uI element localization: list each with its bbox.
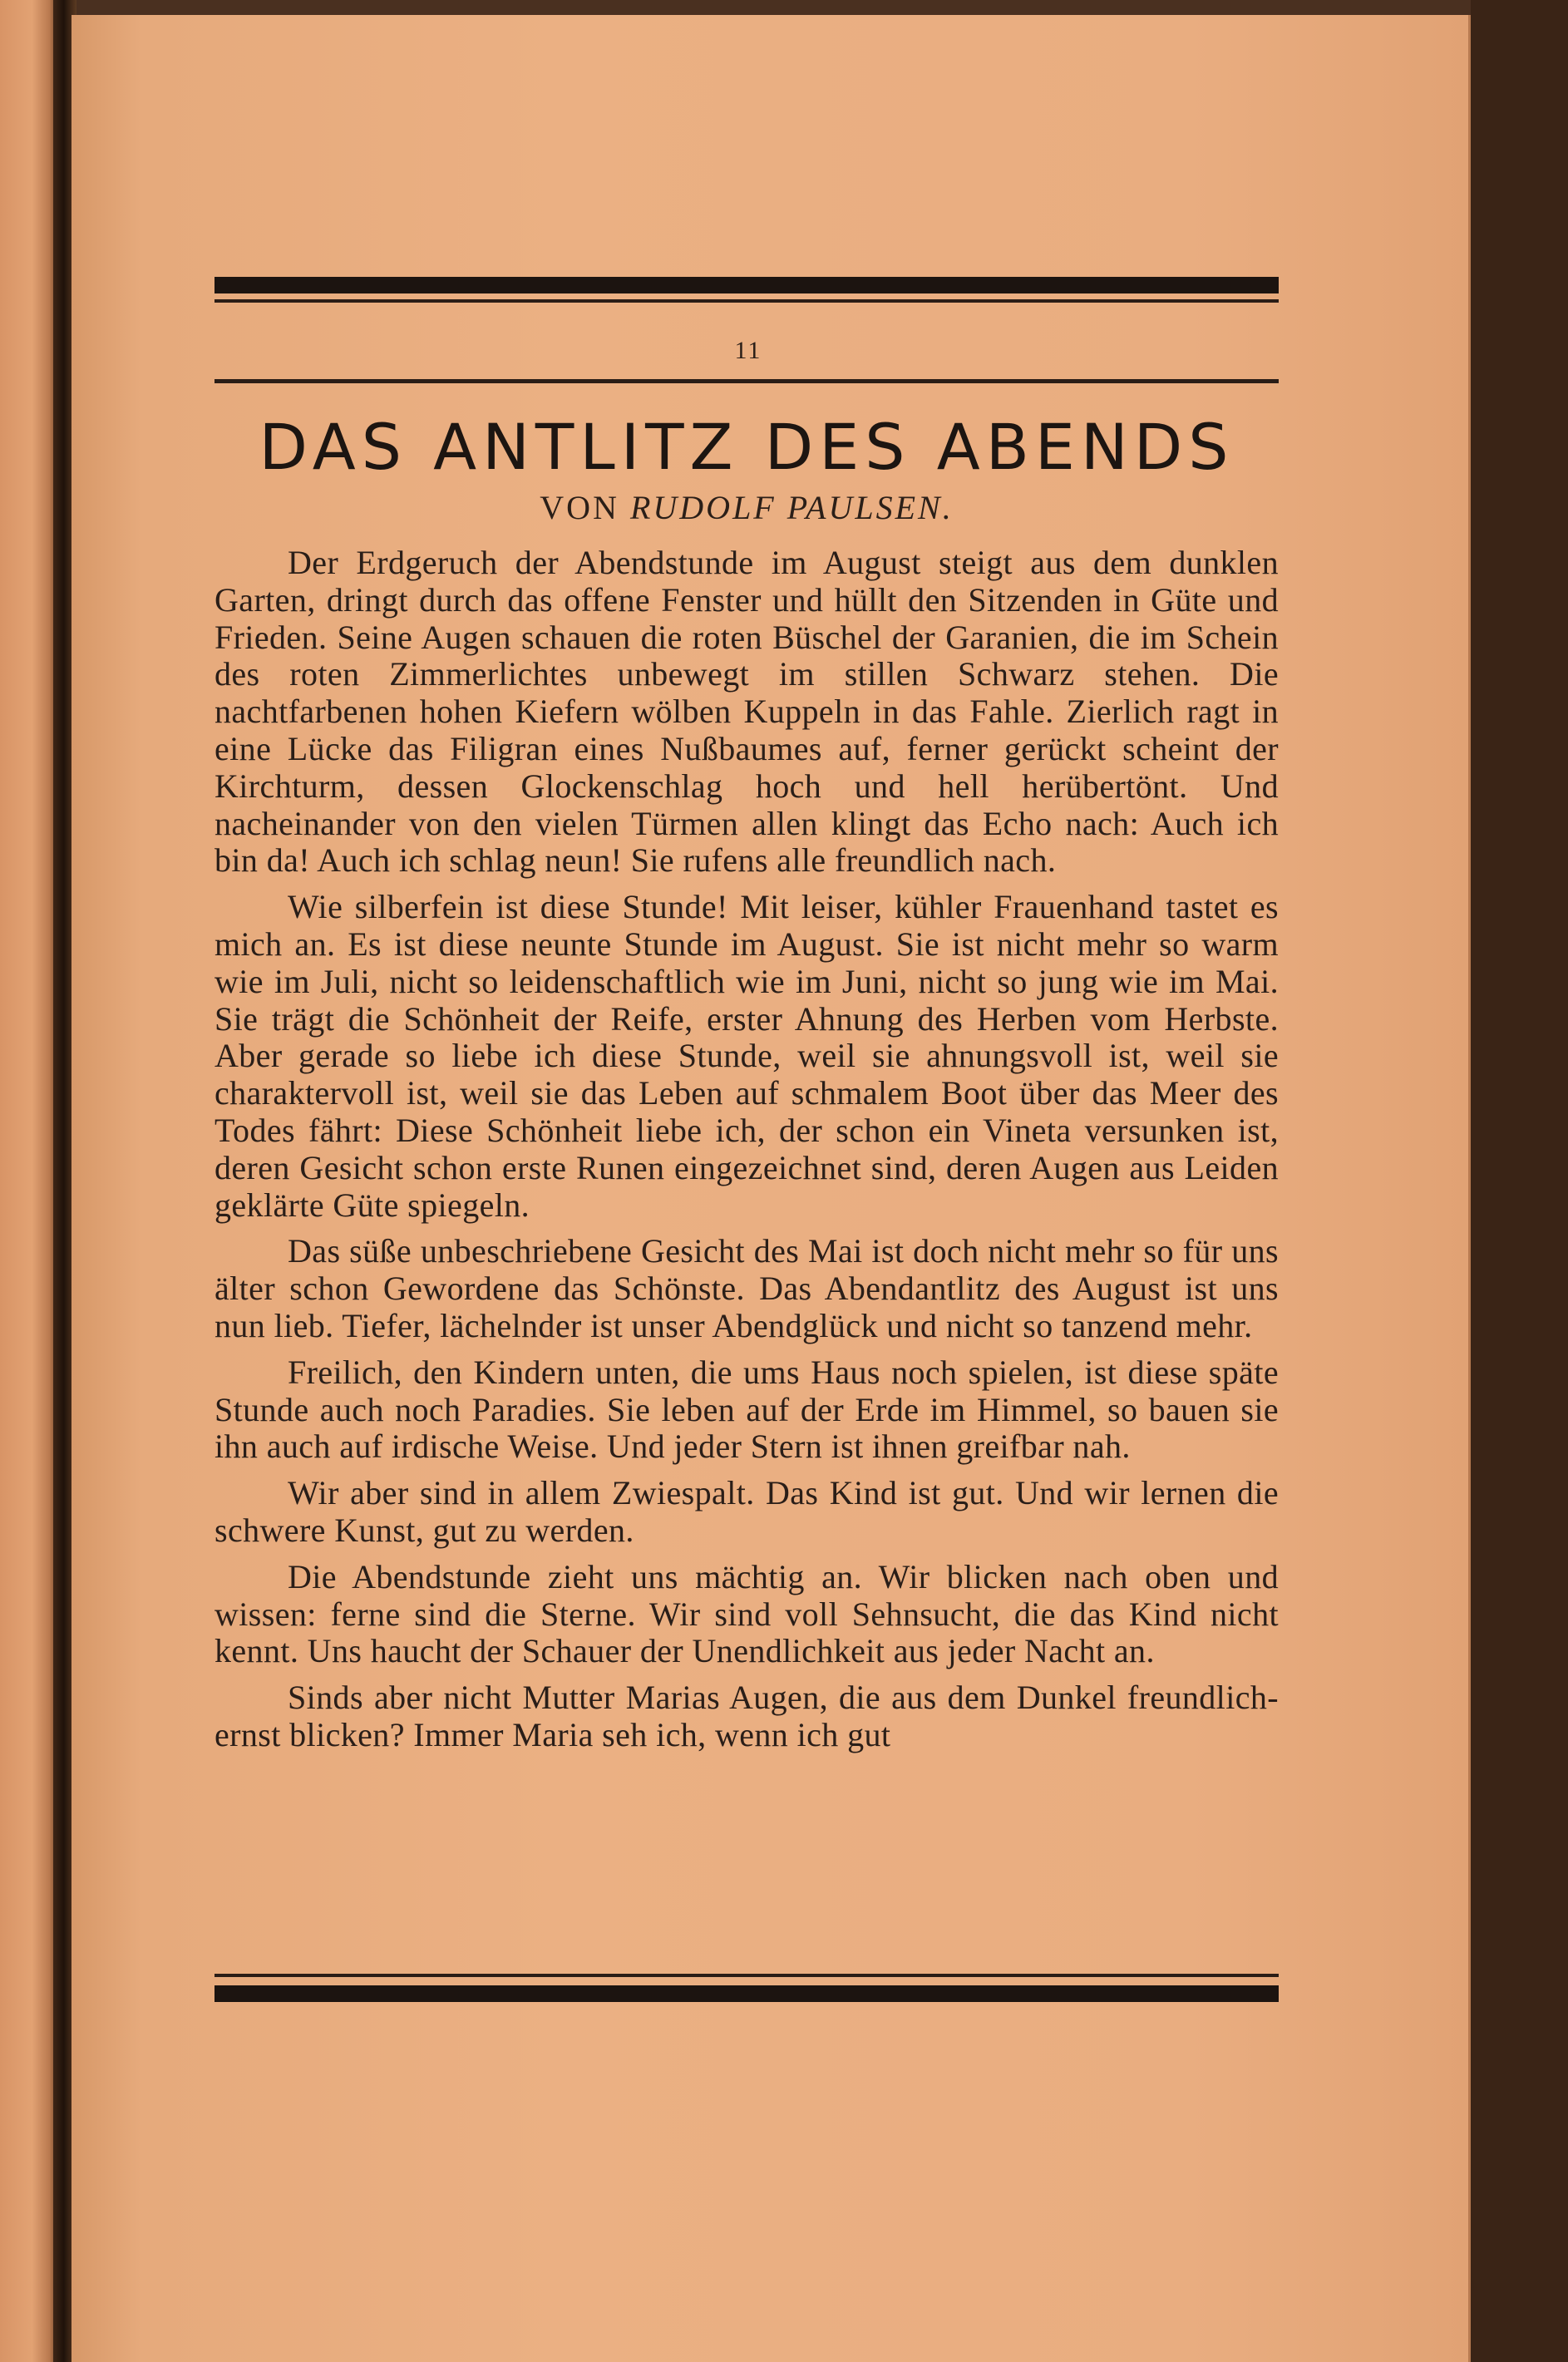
top-rule-thick <box>214 277 1279 293</box>
paragraph-1: Der Erdgeruch der Abendstunde im August steigt aus dem dunklen Garten, dringt durch das offene Fenster und hüllt den Sitzenden in Güte und Frieden. Seine Augen schauen die roten Büschel der Garanien, die im Schein des roten Zimmerlichtes unbewegt im stillen Schwarz stehen. Die nachtfarbenen hohen Kiefern wölben Kuppeln in das Fahle. Zierlich ragt in eine Lücke das Filigran eines Nußbaumes auf, ferner gerückt scheint der Kirchturm, dessen Glockenschlag hoch und hell herübertönt. Und nacheinander von den vielen Türmen allen klingt das Echo nach: Auch ich bin da! Auch ich schlag neun! Sie rufens alle freundlich nach. <box>214 544 1279 880</box>
paragraph-7: Sinds aber nicht Mutter Marias Augen, die aus dem Dunkel freundlich-ernst blicken? Immer Maria seh ich, wenn ich gut <box>214 1679 1279 1753</box>
article-body <box>214 545 1279 1763</box>
page-number: 11 <box>734 337 762 364</box>
paragraph-2: Wie silberfein ist diese Stunde! Mit leiser, kühler Frauenhand tastet es mich an. Es ist diese neunte Stunde im August. Sie ist nicht mehr so warm wie im Juli, nicht so leidenschaftlich wie im Juni, nicht so jung wie im Mai. Sie trägt die Schönheit der Reife, erster Ahnung des Herben vom Herbste. Aber gerade so liebe ich diese Stunde, weil sie ahnungsvoll ist, weil sie charaktervoll ist, weil sie das Leben auf schmalem Boot über das Meer des Todes fährt: Diese Schönheit liebe ich, der schon ein Vineta versunken ist, deren Gesicht schon erste Runen eingezeichnet sind, deren Augen aus Leiden geklärte Güte spiegeln. <box>214 888 1279 1224</box>
author-name: RUDOLF PAULSEN. <box>629 489 954 526</box>
left-page-edge <box>0 0 58 2362</box>
paragraph-4: Freilich, den Kindern unten, die ums Haus noch spielen, ist diese späte Stunde auch noch Paradies. Sie leben auf der Erde im Himmel, so bauen sie ihn auch auf irdische Weise. Und jeder Stern ist ihnen greifbar nah. <box>214 1353 1279 1466</box>
bottom-rule-thin <box>214 1974 1279 1977</box>
top-rule-thin <box>214 299 1279 303</box>
paragraph-6: Die Abendstunde zieht uns mächtig an. Wir blicken nach oben und wissen: ferne sind die Sterne. Wir sind voll Sehnsucht, die das Kind nicht kennt. Uns haucht der Schauer der Unendlichkeit aus jeder Nacht an. <box>214 1557 1279 1670</box>
byline-prefix: VON <box>540 489 619 526</box>
bottom-rule-thick <box>214 1985 1279 2002</box>
paragraph-5: Wir aber sind in allem Zwiespalt. Das Kind ist gut. Und wir lernen die schwere Kunst, gut zu werden. <box>214 1474 1279 1549</box>
paragraph-3: Das süße unbeschriebene Gesicht des Mai ist doch nicht mehr so für uns älter schon Gewordene das Schönste. Das Abendantlitz des August ist uns nun lieb. Tiefer, lächelnder ist unser Abendglück und nicht so tanzend mehr. <box>214 1232 1279 1344</box>
article-title: DAS ANTLITZ DES ABENDS <box>259 410 1235 484</box>
header-rule <box>214 379 1279 383</box>
byline <box>214 488 1279 528</box>
right-background <box>1471 0 1568 2362</box>
